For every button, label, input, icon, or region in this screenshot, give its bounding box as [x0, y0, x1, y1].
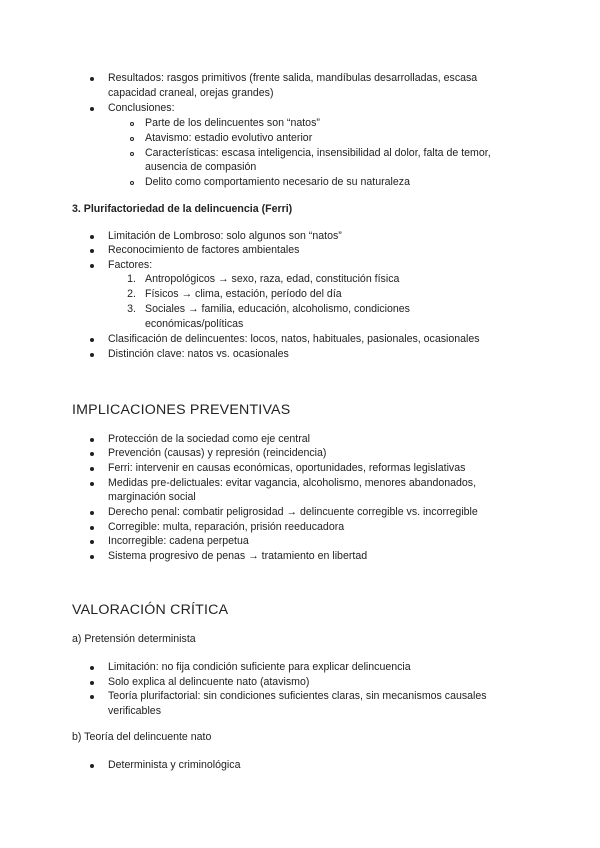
preventiva-6: Corregible: multa, reparación, prisión reeducadora [108, 521, 345, 533]
bullet [90, 438, 94, 442]
circle-bullet [130, 137, 134, 141]
factor-3-line1: Sociales → familia, educación, alcoholismo, condiciones [145, 303, 410, 315]
bullet [90, 511, 94, 515]
preventiva-1: Protección de la sociedad como eje central [108, 433, 310, 445]
factor-1: Antropológicos → sexo, raza, edad, constitución física [145, 273, 400, 285]
bullet [90, 482, 94, 486]
ferri-limitacion: Limitación de Lombroso: solo algunos son “natos” [108, 230, 342, 242]
bullet [90, 235, 94, 239]
bullet [90, 681, 94, 685]
valoracion-b-1: Determinista y criminológica [108, 759, 241, 771]
ferri-reconocimiento: Reconocimiento de factores ambientales [108, 244, 300, 256]
bullet [90, 452, 94, 456]
preventiva-7: Incorregible: cadena perpetua [108, 535, 249, 547]
bullet [90, 249, 94, 253]
preventiva-4-line1: Medidas pre-delictuales: evitar vagancia, alcoholismo, menores abandonados, [108, 477, 477, 489]
resultados-line2: capacidad craneal, orejas grandes) [108, 87, 274, 99]
preventiva-4-line2: marginación social [108, 491, 196, 503]
preventiva-2: Prevención (causas) y represión (reincidencia) [108, 447, 327, 459]
factor-3-line2: económicas/políticas [145, 318, 244, 330]
circle-bullet [130, 181, 134, 185]
ferri-heading: 3. Plurifactoriedad de la delincuencia (Ferri) [72, 203, 293, 215]
bullet [90, 764, 94, 768]
bullet [90, 695, 94, 699]
bullet [90, 353, 94, 357]
factor-1-number: 1. [127, 273, 136, 285]
bullet [90, 666, 94, 670]
factor-2-number: 2. [127, 288, 136, 300]
circle-bullet [130, 122, 134, 126]
factor-2: Físicos → clima, estación, período del día [145, 288, 342, 300]
conclusiones-label: Conclusiones: [108, 102, 175, 114]
bullet [90, 540, 94, 544]
preventiva-3: Ferri: intervenir en causas económicas, oportunidades, reformas legislativas [108, 462, 466, 474]
valoracion-a-3-line2: verificables [108, 705, 161, 717]
valoracion-sub-a: a) Pretensión determinista [72, 633, 196, 645]
bullet [90, 555, 94, 559]
valoracion-heading: VALORACIÓN CRÍTICA [72, 602, 229, 618]
circle-bullet [130, 152, 134, 156]
ferri-factores-label: Factores: [108, 259, 153, 271]
ferri-clasificacion: Clasificación de delincuentes: locos, natos, habituales, pasionales, ocasionales [108, 333, 480, 345]
bullet [90, 526, 94, 530]
valoracion-a-3-line1: Teoría plurifactorial: sin condiciones suficientes claras, sin mecanismos causales [108, 690, 487, 702]
bullet [90, 338, 94, 342]
conclusion-3-line1: Características: escasa inteligencia, insensibilidad al dolor, falta de temor, [145, 147, 491, 159]
valoracion-sub-b: b) Teoría del delincuente nato [72, 731, 212, 743]
bullet [90, 467, 94, 471]
factor-3-number: 3. [127, 303, 136, 315]
bullet [90, 264, 94, 268]
preventiva-8: Sistema progresivo de penas → tratamiento en libertad [108, 550, 368, 562]
conclusion-1: Parte de los delincuentes son “natos” [145, 117, 320, 129]
bullet [90, 107, 94, 111]
bullet [90, 77, 94, 81]
conclusion-3-line2: ausencia de compasión [145, 161, 257, 173]
conclusion-2: Atavismo: estadio evolutivo anterior [145, 132, 313, 144]
valoracion-a-1: Limitación: no fija condición suficiente para explicar delincuencia [108, 661, 411, 673]
conclusion-4: Delito como comportamiento necesario de su naturaleza [145, 176, 410, 188]
preventiva-5: Derecho penal: combatir peligrosidad → delincuente corregible vs. incorregible [108, 506, 478, 518]
valoracion-a-2: Solo explica al delincuente nato (atavismo) [108, 676, 310, 688]
preventivas-heading: IMPLICACIONES PREVENTIVAS [72, 402, 291, 418]
resultados-line1: Resultados: rasgos primitivos (frente salida, mandíbulas desarrolladas, escasa [108, 72, 478, 84]
ferri-distincion: Distinción clave: natos vs. ocasionales [108, 348, 289, 360]
